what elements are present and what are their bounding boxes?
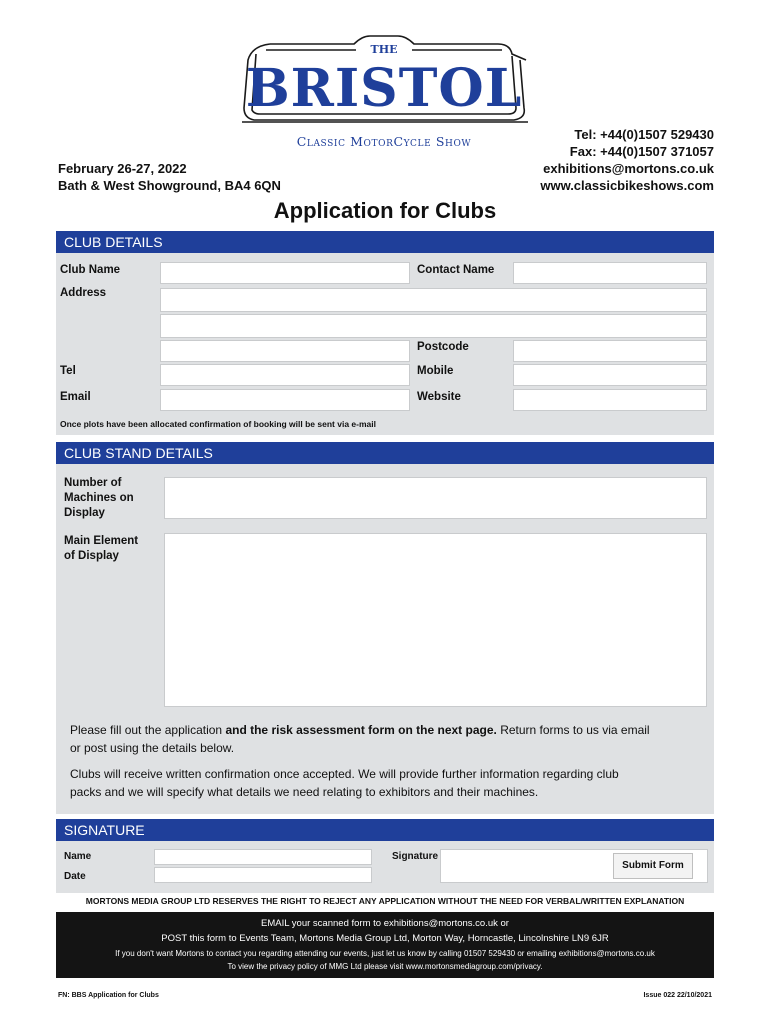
contact-tel: Tel: +44(0)1507 529430 [574, 127, 714, 142]
stand-details-header: CLUB STAND DETAILS [56, 442, 714, 464]
tel-label: Tel [60, 365, 76, 377]
signature-label: Signature [392, 851, 439, 862]
footer-contact-box [56, 912, 714, 978]
instructions-part-4: or post using the details below. [70, 741, 235, 755]
postcode-field[interactable] [513, 340, 707, 362]
mobile-field[interactable] [513, 364, 707, 386]
machines-label [64, 476, 134, 521]
bristol-show-logo [236, 32, 532, 154]
mobile-label: Mobile [417, 365, 454, 377]
logo-the: THE [370, 43, 398, 56]
disclaimer: MORTONS MEDIA GROUP LTD RESERVES THE RIGHT TO REJECT ANY APPLICATION WITHOUT THE NEED FOR VERBAL/WRITTEN EXPLANATION [85, 896, 685, 906]
address-label: Address [60, 287, 107, 299]
main-element-label-line-1: Main Element [64, 535, 139, 547]
footer-email-line: EMAIL your scanned form to exhibitions@mortons.co.uk or [261, 918, 509, 929]
machines-label-line-1: Number of [64, 477, 122, 489]
page-title: Application for Clubs [273, 198, 497, 223]
footer-post-line: POST this form to Events Team, Mortons Media Group Ltd, Morton Way, Horncastle, Lincolnshire LN9 6JR [161, 933, 609, 944]
address-line-1-field[interactable] [160, 288, 707, 312]
sig-date-label: Date [64, 871, 86, 882]
logo-tagline: Classic MotorCycle Show [296, 134, 472, 149]
event-info [58, 160, 281, 194]
main-element-label-line-2: of Display [64, 550, 119, 562]
instructions-part-1: Please fill out the application [70, 723, 226, 737]
website-label: Website [417, 391, 461, 403]
main-element-field[interactable] [164, 533, 707, 707]
main-element-label [64, 534, 138, 564]
contact-email: exhibitions@mortons.co.uk [543, 161, 714, 176]
machines-label-line-2: Machines on [64, 492, 134, 504]
instructions-part-3: Return forms to us via email [496, 723, 650, 737]
tel-field[interactable] [160, 364, 410, 386]
address-line-3-field[interactable] [160, 340, 410, 362]
instructions-paragraph [70, 721, 700, 757]
website-field[interactable] [513, 389, 707, 411]
sig-date-field[interactable] [154, 867, 372, 883]
booking-note: Once plots have been allocated confirmation of booking will be sent via e-mail [60, 419, 376, 429]
submit-form-button[interactable]: Submit Form [613, 853, 693, 879]
confirmation-line-2: packs and we will specify what details we need relating to exhibitors and their machines. [70, 785, 539, 799]
contact-name-label: Contact Name [417, 264, 495, 276]
contact-info [540, 126, 714, 194]
club-name-field[interactable] [160, 262, 410, 284]
email-field[interactable] [160, 389, 410, 411]
address-line-2-field[interactable] [160, 314, 707, 338]
sig-name-label: Name [64, 851, 92, 862]
email-label: Email [60, 391, 91, 403]
file-name: FN: BBS Application for Clubs [58, 992, 159, 999]
footer-optout-line: If you don't want Mortons to contact you regarding attending our events, just let us know by calling 01507 529430 or emailing exhibitions@mortons.co.uk [115, 949, 655, 958]
instructions-part-2: and the risk assessment form on the next page. [225, 723, 497, 737]
machines-field[interactable] [164, 477, 707, 519]
event-venue: Bath & West Showground, BA4 6QN [58, 178, 281, 193]
event-dates: February 26-27, 2022 [58, 161, 187, 176]
postcode-label: Postcode [417, 341, 469, 353]
contact-name-field[interactable] [513, 262, 707, 284]
confirmation-line-1: Clubs will receive written confirmation once accepted. We will provide further information regarding club [70, 767, 619, 781]
sig-name-field[interactable] [154, 849, 372, 865]
issue-number: Issue 022 22/10/2021 [643, 992, 712, 999]
contact-fax: Fax: +44(0)1507 371057 [569, 144, 714, 159]
club-name-label: Club Name [60, 264, 121, 276]
logo-name: BRISTOL [245, 58, 523, 119]
contact-web: www.classicbikeshows.com [540, 178, 714, 193]
confirmation-paragraph [70, 765, 700, 801]
machines-label-line-3: Display [64, 507, 105, 519]
signature-header: SIGNATURE [56, 819, 714, 841]
footer-privacy-line: To view the privacy policy of MMG Ltd please visit www.mortonsmediagroup.com/privacy. [227, 962, 543, 971]
club-details-header: CLUB DETAILS [56, 231, 714, 253]
